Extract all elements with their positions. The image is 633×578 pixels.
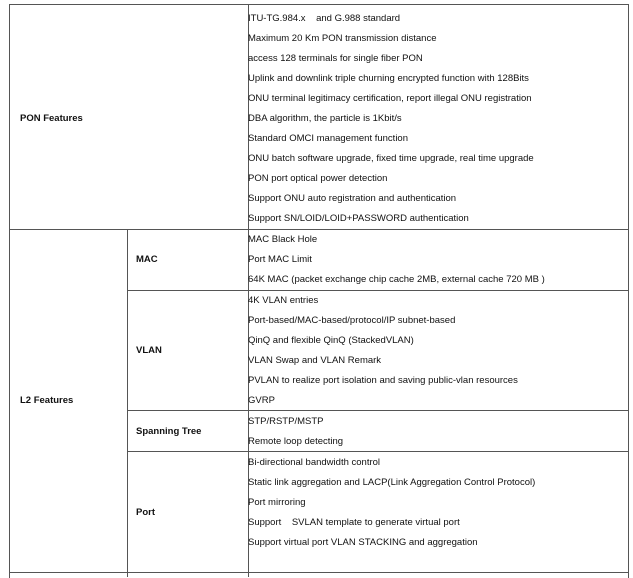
pon-item: access 128 terminals for single fiber PON — [248, 53, 423, 64]
port-item: Static link aggregation and LACP(Link Aggregation Control Protocol) — [248, 477, 536, 488]
vlan-item: QinQ and flexible QinQ (StackedVLAN) — [248, 335, 414, 346]
vlan-item: VLAN Swap and VLAN Remark — [248, 355, 382, 366]
mac-item: Port MAC Limit — [248, 254, 312, 265]
row-divider-pon — [9, 229, 628, 230]
pon-item: ONU batch software upgrade, fixed time upgrade, real time upgrade — [248, 153, 534, 164]
row-divider-mac — [127, 290, 628, 291]
stp-item: Remote loop detecting — [248, 436, 344, 447]
pon-item: PON port optical power detection — [248, 173, 388, 184]
row-divider-bottom — [9, 572, 628, 573]
pon-item: Uplink and downlink triple churning encrypted function with 128Bits — [248, 73, 529, 84]
row-divider-stp — [127, 451, 628, 452]
pon-item: Support ONU auto registration and authentication — [248, 193, 457, 204]
port-item: Support virtual port VLAN STACKING and aggregation — [248, 537, 478, 548]
pon-item: Support SN/LOID/LOID+PASSWORD authentication — [248, 213, 469, 224]
features-table — [9, 4, 629, 578]
port-item: Port mirroring — [248, 497, 306, 508]
mac-item: 64K MAC (packet exchange chip cache 2MB, external cache 720 MB ) — [248, 274, 545, 285]
mac-item: MAC Black Hole — [248, 234, 318, 245]
vlan-item: GVRP — [248, 395, 275, 406]
vlan-item: 4K VLAN entries — [248, 295, 319, 306]
pon-item: Maximum 20 Km PON transmission distance — [248, 33, 437, 44]
stp-item: STP/RSTP/MSTP — [248, 416, 324, 427]
pon-item: DBA algorithm, the particle is 1Kbit/s — [248, 113, 402, 124]
vlan-label: VLAN — [136, 345, 162, 356]
pon-item: ONU terminal legitimacy certification, report illegal ONU registration — [248, 93, 532, 104]
port-item: Bi-directional bandwidth control — [248, 457, 381, 468]
port-label: Port — [136, 507, 155, 518]
col-divider-subcategory — [127, 229, 128, 577]
vlan-item: Port-based/MAC-based/protocol/IP subnet-based — [248, 315, 456, 326]
mac-label: MAC — [136, 254, 158, 265]
vlan-item: PVLAN to realize port isolation and saving public-vlan resources — [248, 375, 518, 386]
port-item: Support SVLAN template to generate virtual port — [248, 517, 460, 528]
pon-features-label: PON Features — [20, 113, 83, 124]
l2-features-label: L2 Features — [20, 395, 74, 406]
spanning-tree-label: Spanning Tree — [136, 426, 202, 437]
pon-item: Standard OMCI management function — [248, 133, 409, 144]
row-divider-vlan — [127, 410, 628, 411]
pon-item: ITU-TG.984.x and G.988 standard — [248, 13, 401, 24]
